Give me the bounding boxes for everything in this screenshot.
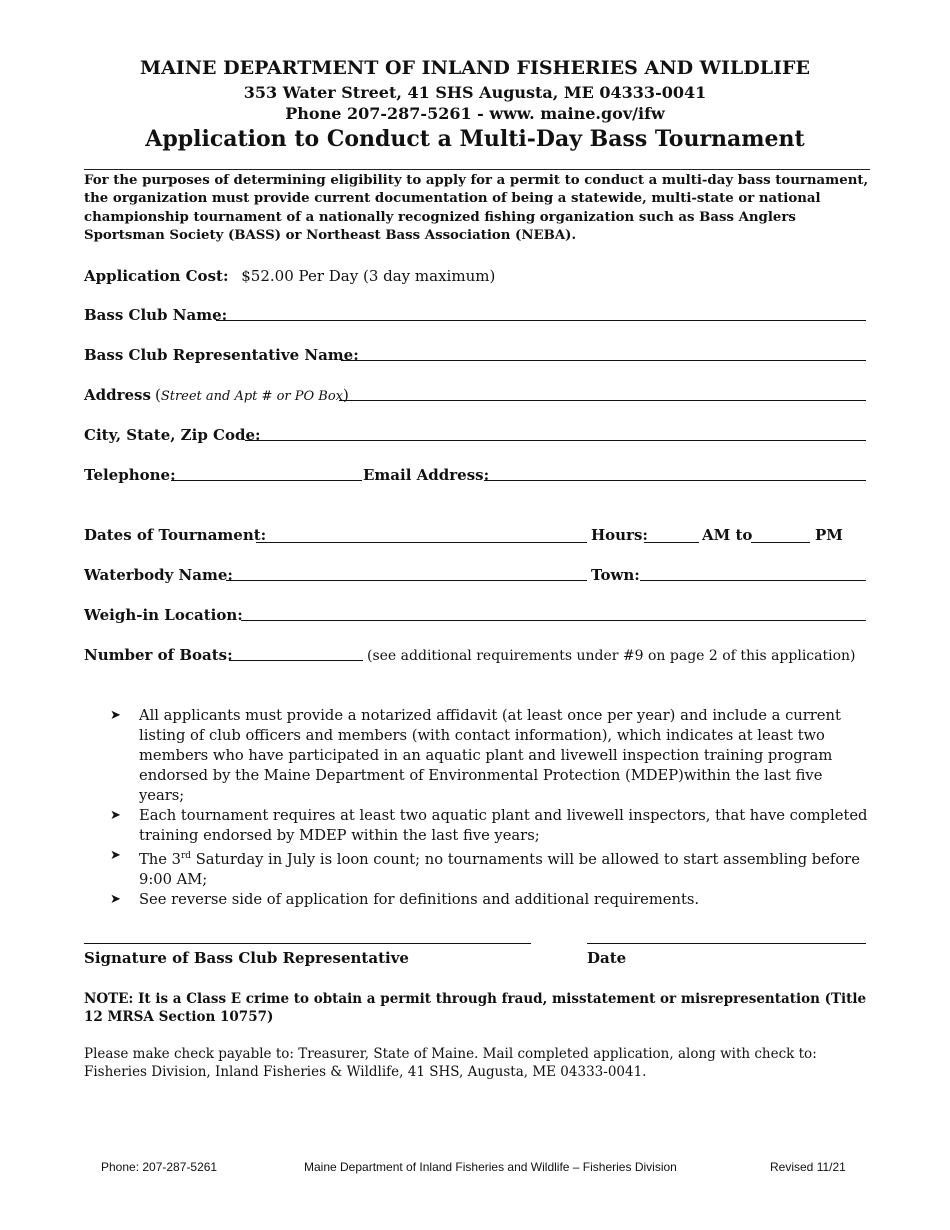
list-item <box>110 806 870 846</box>
am-to-row <box>702 525 752 545</box>
payment-instructions: Please make check payable to: Treasurer, State of Maine. Mail completed application, along with check to: Fisheries Division, Inland Fisheries & Wildlife, 41 SHS, Augusta, ME 04333-0041. <box>84 1046 817 1080</box>
rep-name-row <box>84 345 359 365</box>
club-name-row <box>84 305 227 325</box>
waterbody-row <box>84 565 233 585</box>
arrow-bullet-icon: ➤ <box>110 708 121 723</box>
requirement-text: Each tournament requires at least two aquatic plant and livewell inspectors, that have completed training endorsed by MDEP within the last five years; <box>139 807 868 844</box>
hours-row <box>591 525 648 545</box>
footer-revised: Revised 11/21 <box>770 1160 846 1174</box>
email-label: Email Address: <box>363 466 490 484</box>
rep-name-label: Bass Club Representative Name: <box>84 346 359 364</box>
weighin-field[interactable] <box>241 620 866 621</box>
cost-value: $52.00 Per Day (3 day maximum) <box>241 267 496 285</box>
telephone-field[interactable] <box>171 480 362 481</box>
pm-row <box>815 525 843 545</box>
dates-label: Dates of Tournament: <box>84 526 267 544</box>
signature-field[interactable] <box>84 943 531 944</box>
city-label: City, State, Zip Code: <box>84 426 261 444</box>
weighin-label: Weigh-in Location: <box>84 606 243 624</box>
weighin-row <box>84 605 243 625</box>
arrow-bullet-icon: ➤ <box>110 808 121 823</box>
rep-name-field[interactable] <box>341 360 866 361</box>
ordinal-suffix: rd <box>180 851 192 861</box>
date-row <box>587 948 626 968</box>
footer-department: Maine Department of Inland Fisheries and Wildlife – Fisheries Division <box>304 1160 677 1174</box>
address-row <box>84 385 349 407</box>
pm-label: PM <box>815 526 843 544</box>
waterbody-label: Waterbody Name: <box>84 566 233 584</box>
club-name-field[interactable] <box>216 320 866 321</box>
city-field[interactable] <box>245 440 866 441</box>
date-label: Date <box>587 949 627 967</box>
footer-phone: Phone: 207-287-5261 <box>101 1160 218 1174</box>
club-name-label: Bass Club Name: <box>84 306 228 324</box>
boats-field[interactable] <box>229 660 363 661</box>
requirement-text: All applicants must provide a notarized affidavit (at least once per year) and include a current listing of club officers and members (with contact information), which indicates at least two members who have participated in an aquatic plant and livewell inspection training program endorsed by the Maine Department of Environmental Protection (MDEP)within the last five years; <box>139 707 841 804</box>
address-label: Address <box>84 386 151 404</box>
boats-label: Number of Boats: <box>84 646 233 664</box>
boats-note-row <box>367 646 856 666</box>
address-hint-close: ) <box>343 386 349 404</box>
dates-row <box>84 525 266 545</box>
date-field[interactable] <box>587 943 866 944</box>
header-divider <box>84 169 870 170</box>
arrow-bullet-icon: ➤ <box>110 848 121 863</box>
requirement-text <box>139 851 860 888</box>
signature-label: Signature of Bass Club Representative <box>84 949 409 967</box>
agency-name: MAINE DEPARTMENT OF INLAND FISHERIES AND WILDLIFE <box>140 57 810 79</box>
page-title: Application to Conduct a Multi-Day Bass Tournament <box>145 126 805 152</box>
list-item <box>110 846 870 890</box>
hours-start-field[interactable] <box>644 542 699 543</box>
boats-row <box>84 645 233 665</box>
waterbody-field[interactable] <box>226 580 587 581</box>
fraud-note: NOTE: It is a Class E crime to obtain a permit through fraud, misstatement or misrepresentation (Title 12 MRSA Section 10757) <box>84 991 867 1025</box>
hours-end-field[interactable] <box>751 542 810 543</box>
requirements-list <box>110 706 870 910</box>
am-to-label: AM to <box>702 526 753 544</box>
town-field[interactable] <box>640 580 866 581</box>
telephone-label: Telephone: <box>84 466 176 484</box>
list-item <box>110 706 870 806</box>
eligibility-intro: For the purposes of determining eligibility to apply for a permit to conduct a multi-day bass tournament, the organization must provide current documentation of being a statewide, multi-state or national championship tournament of a nationally recognized fishing organization such as Bass Anglers Sportsman Society (BASS) or Northeast Bass Association (NEBA). <box>84 173 869 243</box>
hours-label: Hours: <box>591 526 648 544</box>
cost-row <box>84 266 495 286</box>
dates-field[interactable] <box>256 542 587 543</box>
address-field[interactable] <box>339 400 866 401</box>
town-label: Town: <box>591 566 640 584</box>
agency-phone-web: Phone 207-287-5261 - www. maine.gov/ifw <box>285 104 665 123</box>
list-item <box>110 890 870 910</box>
requirement-text-start: The 3 <box>139 850 181 868</box>
agency-address: 353 Water Street, 41 SHS Augusta, ME 04333-0041 <box>243 83 707 102</box>
boats-note: (see additional requirements under #9 on page 2 of this application) <box>367 648 856 664</box>
signature-row <box>84 948 409 968</box>
requirement-text-end: Saturday in July is loon count; no tournaments will be allowed to start assembling before 9:00 AM; <box>139 850 860 888</box>
email-row <box>363 465 489 485</box>
address-hint: Street and Apt # or PO Box <box>160 389 343 404</box>
telephone-row <box>84 465 176 485</box>
requirement-text: See reverse side of application for definitions and additional requirements. <box>139 890 700 908</box>
town-row <box>591 565 640 585</box>
address-hint-open: ( <box>154 386 161 404</box>
email-field[interactable] <box>484 480 866 481</box>
city-row <box>84 425 261 445</box>
cost-label: Application Cost: <box>84 267 229 285</box>
arrow-bullet-icon: ➤ <box>110 891 121 907</box>
